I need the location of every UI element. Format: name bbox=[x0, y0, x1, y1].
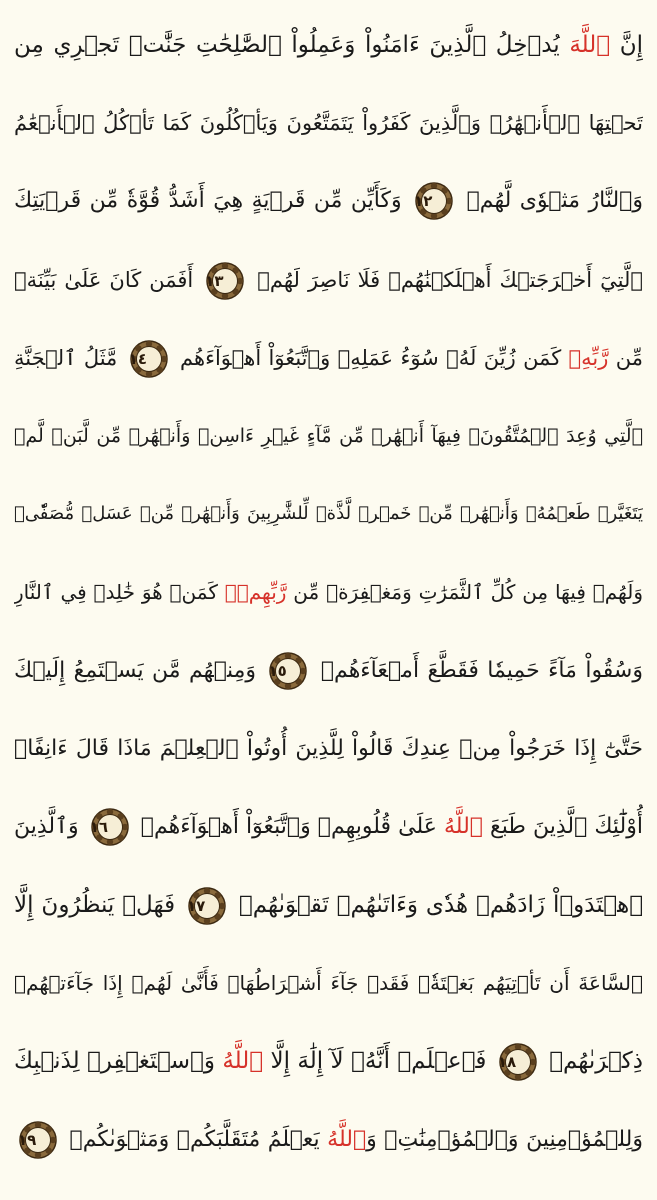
verse-line bbox=[14, 710, 643, 788]
ayah-marker-icon bbox=[18, 1120, 58, 1160]
verse-text: إِنَّ bbox=[610, 32, 643, 58]
verse-text: ٱلَّتِيٓ أَخۡرَجَتۡكَ أَهۡلَكۡنَٰهُمۡ فَلَا نَاصِرَ لَهُمۡ bbox=[249, 267, 643, 292]
verse-line bbox=[14, 944, 643, 1022]
verse-line bbox=[14, 241, 643, 319]
verse-line bbox=[14, 788, 643, 866]
verse-line bbox=[14, 1101, 643, 1179]
ayah-number: ١٤ bbox=[128, 349, 147, 368]
verse-text: يَعۡلَمُ مُتَقَلَّبَكُمۡ وَمَثۡوَىٰكُمۡ bbox=[62, 1126, 328, 1152]
ayah-number: ١٦ bbox=[89, 817, 109, 836]
verse-line bbox=[14, 162, 643, 240]
verse-line bbox=[14, 632, 643, 710]
divine-name-text: رَّبِّهِۦ bbox=[568, 345, 609, 370]
divine-name-text: ٱللَّهُ bbox=[222, 1048, 264, 1075]
ayah-number: ١٢ bbox=[414, 192, 433, 211]
ayah-marker-icon bbox=[268, 651, 308, 691]
verse-text: ٱهۡتَدَوۡاْ زَادَهُمۡ هُدٗى وَءَاتَىٰهُمۡ تَقۡوَىٰهُمۡ bbox=[230, 892, 643, 919]
ayah-marker-icon bbox=[129, 339, 169, 379]
verse-text: حَتَّىٰٓ إِذَا خَرَجُواْ مِنۡ عِندِكَ قَالُواْ لِلَّذِينَ أُوتُواْ ٱلۡعِلۡمَ مَاذَا قَالَ ءَانِفًاۚ bbox=[14, 735, 643, 761]
ayah-marker-icon bbox=[414, 181, 454, 221]
verse-text: أُوْلَٰٓئِكَ ٱلَّذِينَ طَبَعَ bbox=[482, 813, 643, 839]
verse-text: تَحۡتِهَا ٱلۡأَنۡهَٰرُۖ وَٱلَّذِينَ كَفَرُواْ يَتَمَتَّعُونَ وَيَأۡكُلُونَ كَمَا تَأۡكُلُ ٱلۡأَنۡعَٰمُ bbox=[14, 111, 643, 136]
verse-text: ٱلَّتِي وُعِدَ ٱلۡمُتَّقُونَۖ فِيهَآ أَنۡهَٰرٞ مِّن مَّآءٍ غَيۡرِ ءَاسِنٖ وَأَنۡهَٰرٞ مِّن لَّبَنٖ لَّمۡ bbox=[14, 424, 643, 447]
verse-text: وَلَهُمۡ فِيهَا مِن كُلِّ ٱلثَّمَرَٰتِ وَمَغۡفِرَةٞ مِّن bbox=[286, 580, 643, 605]
verse-line bbox=[14, 6, 643, 84]
verse-text: وَٱلنَّارُ مَثۡوٗى لَّهُمۡ bbox=[458, 188, 643, 214]
verse-text: عَلَىٰ قُلُوبِهِمۡ وَٱتَّبَعُوٓاْ أَهۡوَآءَهُمۡ bbox=[133, 813, 444, 839]
verse-text: ذِكۡرَىٰهُمۡ bbox=[541, 1048, 643, 1075]
verse-line bbox=[14, 866, 643, 944]
ayah-number: ١٧ bbox=[186, 896, 206, 915]
ayah-number: ١٨ bbox=[497, 1052, 517, 1071]
verse-text: وَمِنۡهُم مَّن يَسۡتَمِعُ إِلَيۡكَ bbox=[14, 657, 265, 683]
ayah-marker-icon bbox=[187, 886, 227, 926]
verse-text: مِّن bbox=[608, 345, 643, 370]
verse-text: وَلِلۡمُؤۡمِنِينَ وَٱلۡمُؤۡمِنَٰتِۗ وَ bbox=[366, 1126, 643, 1152]
verse-line bbox=[14, 475, 643, 553]
verse-text: كَمَنۡ هُوَ خَٰلِدٞ فِي ٱلنَّارِ bbox=[14, 580, 225, 605]
verse-text: وَٱلَّذِينَ bbox=[14, 813, 86, 839]
ayah-number: ١٣ bbox=[205, 271, 224, 290]
ayah-marker-icon bbox=[90, 807, 130, 847]
verse-text: ٱلسَّاعَةَ أَن تَأۡتِيَهُم بَغۡتَةٗۖ فَقَدۡ جَآءَ أَشۡرَاطُهَاۚ فَأَنَّىٰ لَهُمۡ إِذَا جَآءَتۡهُمۡ bbox=[14, 971, 643, 996]
verse-lines bbox=[14, 6, 643, 1179]
verse-line bbox=[14, 1022, 643, 1100]
divine-name-text: ٱللَّهُ bbox=[327, 1126, 367, 1152]
verse-line bbox=[14, 319, 643, 397]
ayah-marker-icon bbox=[205, 261, 245, 301]
verse-text: وَٱسۡتَغۡفِرۡ لِذَنۢبِكَ bbox=[14, 1048, 223, 1075]
verse-text: يُدۡخِلُ ٱلَّذِينَ ءَامَنُواْ وَعَمِلُواْ ٱلصَّٰلِحَٰتِ جَنَّٰتٖ تَجۡرِي مِن bbox=[14, 32, 570, 58]
ayah-marker-icon bbox=[498, 1042, 538, 1082]
ayah-number: ١٥ bbox=[268, 661, 287, 680]
divine-name-text: ٱللَّهُ bbox=[443, 813, 483, 839]
divine-name-text: رَّبِّهِمۡۖ bbox=[224, 580, 287, 605]
verse-text: فَٱعۡلَمۡ أَنَّهُۥ لَآ إِلَٰهَ إِلَّا bbox=[263, 1048, 494, 1075]
verse-text: أَفَمَن كَانَ عَلَىٰ بَيِّنَةٖ bbox=[14, 267, 202, 292]
verse-line bbox=[14, 397, 643, 475]
verse-line bbox=[14, 84, 643, 162]
verse-text: كَمَن زُيِّنَ لَهُۥ سُوٓءُ عَمَلِهِۦ وَٱتَّبَعُوٓاْ أَهۡوَآءَهُم bbox=[172, 345, 569, 370]
verse-text: وَسُقُواْ مَآءً حَمِيمٗا فَقَطَّعَ أَمۡعَآءَهُمۡ bbox=[312, 657, 643, 683]
verse-text: مَّثَلُ ٱلۡجَنَّةِ bbox=[14, 345, 125, 370]
verse-text: وَكَأَيِّن مِّن قَرۡيَةٍ هِيَ أَشَدُّ قُوَّةٗ مِّن قَرۡيَتِكَ bbox=[14, 188, 411, 214]
verse-text: يَتَغَيَّرۡ طَعۡمُهُۥ وَأَنۡهَٰرٞ مِّنۡ خَمۡرٖ لَّذَّةٖ لِّلشَّٰرِبِينَ وَأَنۡهَٰرٞ مِّنۡ عَسَلٖ مُّصَفّٗىۖ bbox=[14, 503, 643, 525]
verse-text: فَهَلۡ يَنظُرُونَ إِلَّا bbox=[14, 892, 183, 919]
ayah-number: ١٩ bbox=[18, 1130, 37, 1149]
divine-name-text: ٱللَّهَ bbox=[569, 32, 611, 58]
verse-line bbox=[14, 553, 643, 631]
